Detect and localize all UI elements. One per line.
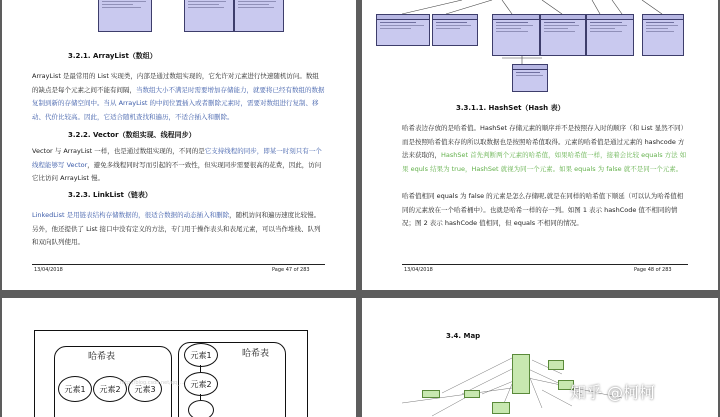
hash-table-label: 哈希表 (88, 352, 116, 362)
element-node: 元素1 (184, 343, 218, 367)
uml-class-box (464, 390, 480, 398)
footer-page-number: Page 47 of 283 (272, 267, 310, 273)
uml-class-box (512, 64, 548, 92)
hash-table-label: 哈希表 (242, 349, 270, 359)
map-uml-diagram (362, 298, 718, 417)
document-page-48 (362, 0, 718, 290)
footer-page-number: Page 48 of 283 (634, 267, 672, 273)
heading-vector: 3.2.2. Vector（数组实现、线程同步） (68, 131, 196, 139)
chain-link (200, 365, 201, 372)
heading-linklist: 3.2.3. LinkList（链表） (68, 191, 152, 199)
faint-url-watermark: http://blog.csdn.net/qq_... (120, 380, 185, 386)
uml-class-box (184, 0, 234, 32)
uml-class-box (548, 360, 564, 370)
element-node (188, 400, 214, 417)
footer-date: 13/04/2018 (34, 267, 63, 273)
heading-hashset: 3.3.1.1. HashSet（Hash 表） (456, 104, 565, 112)
document-page-49 (2, 298, 356, 417)
footer-rule (402, 264, 688, 265)
element-node: 元素1 (58, 376, 92, 402)
uml-class-box (512, 354, 530, 394)
element-node: 元素2 (184, 372, 218, 396)
uml-class-box (586, 14, 634, 56)
footer-rule (32, 264, 325, 265)
uml-class-box (492, 402, 510, 414)
uml-class-box (422, 390, 440, 398)
uml-class-box (540, 14, 586, 56)
heading-arraylist: 3.2.1. ArrayList（数组） (68, 52, 157, 60)
uml-class-box (234, 0, 284, 32)
document-page-47 (2, 0, 356, 290)
paragraph-hashset-1: 哈希表边存放的是哈希值。HashSet 存储元素的顺序并不是按照存入时的顺序（和 List 显然不同）而是按照哈希值来存的所以取数据也是按照哈希值取得。元素的哈希值是通过元素的 hashcode 方法来获取的，HashSet 首先判断两个元素的哈希值，如果哈希值一样，接着会比较 equals 方法 如果 equls 结果为 true，HashSet 就视为同一个元素。如果 equals 为 false 就不是同一个元素。 (402, 124, 688, 173)
footer-date: 13/04/2018 (404, 267, 433, 273)
paragraph-vector: Vector 与 ArrayList 一样，也是通过数组实现的，不同的是它支持线程的同步，即某一时刻只有一个线程能够写 Vector，避免多线程同时写而引起的不一致性，但实现同步需要很高的花费，因此，访问它比访问 ArrayList 慢。 (32, 147, 322, 182)
element-node: 元素2 (93, 376, 127, 402)
paragraph-linklist: LinkedList 是用链表结构存储数据的，很适合数据的动态插入和删除，随机访问和遍历速度比较慢。另外，他还提供了 List 接口中没有定义的方法，专门用于操作表头和表尾元素，可以当作堆栈、队列和双向队列使用。 (32, 211, 321, 246)
uml-class-box (492, 14, 540, 56)
heading-map: 3.4. Map (446, 332, 481, 340)
zhihu-watermark: 知乎 @柯柯 (570, 383, 656, 402)
paragraph-hashset-2: 哈希值相同 equals 为 false 的元素是怎么存储呢,就是在同样的哈希值下顺延（可以认为哈希值相同的元素放在一个哈希桶中）。也就是哈希一样的存一列。如图 1 表示 hashCode 值不相同的情况；图 2 表示 hashCode 值相同，但 equals 不相同的情况。 (402, 192, 684, 227)
uml-class-box (432, 14, 478, 46)
element-node: 元素3 (128, 376, 162, 402)
paragraph-arraylist: ArrayList 是最常用的 List 实现类，内部是通过数组实现的，它允许对元素进行快速随机访问。数组的缺点是每个元素之间不能有间隔，当数组大小不满足时需要增加存储能力，就要将已经有数组的数据复制到新的存储空间中。当从 ArrayList 的中间位置插入或者删除元素时，需要对数组进行复制、移动、代价比较高。因此，它适合随机查找和遍历，不适合插入和删除。 (32, 72, 325, 121)
document-page-50 (362, 298, 718, 417)
uml-class-box (642, 14, 684, 56)
uml-class-box (376, 14, 430, 46)
uml-class-box (98, 0, 152, 32)
